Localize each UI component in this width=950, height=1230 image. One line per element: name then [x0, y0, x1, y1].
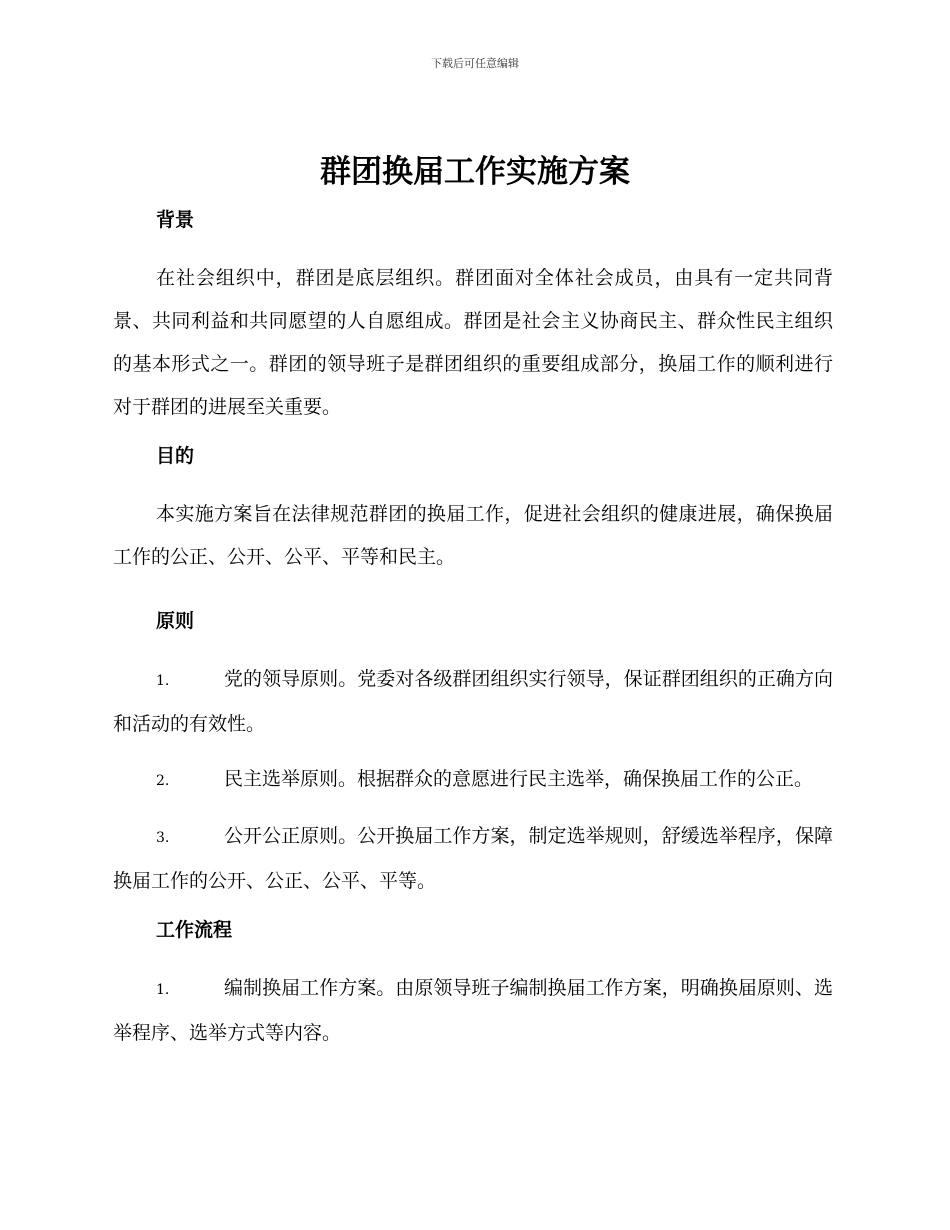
document-title: 群团换届工作实施方案	[320, 154, 630, 190]
list-item-number: 2.	[156, 773, 170, 789]
list-item-number: 1.	[156, 673, 170, 689]
list-item-number: 3.	[156, 830, 170, 846]
purpose-paragraph: 本实施方案旨在法律规范群团的换届工作，促进社会组织的健康进展，确保换届工作的公正、公开、公平、平等和民主。	[113, 503, 833, 568]
list-item-text: 公开公正原则。公开换届工作方案，制定选举规则，舒缓选举程序，保障换届工作的公开、公正、公平、平等。	[113, 825, 833, 892]
list-item-text: 编制换届工作方案。由原领导班子编制换届工作方案，明确换届原则、选举程序、选举方式等内容。	[113, 977, 833, 1044]
section-heading-purpose: 目的	[156, 445, 195, 467]
list-item	[113, 815, 833, 903]
list-item	[113, 658, 833, 746]
document-body	[113, 205, 833, 1055]
section-heading-workflow: 工作流程	[156, 919, 233, 941]
list-item-text: 党的领导原则。党委对各级群团组织实行领导，保证群团组织的正确方向和活动的有效性。	[113, 668, 833, 735]
list-item-text: 民主选举原则。根据群众的意愿进行民主选举，确保换届工作的公正。	[224, 768, 814, 790]
section-heading-principles: 原则	[156, 610, 195, 632]
list-item	[113, 758, 833, 803]
section-heading-background: 背景	[156, 209, 195, 231]
background-paragraph: 在社会组织中，群团是底层组织。群团面对全体社会成员，由具有一定共同背景、共同利益和共同愿望的人自愿组成。群团是社会主义协商民主、群众性民主组织的基本形式之一。群团的领导班子是群团组织的重要组成部分，换届工作的顺利进行对于群团的进展至关重要。	[113, 267, 833, 418]
header-note: 下载后可任意编辑	[431, 57, 519, 70]
list-item-number: 1.	[156, 982, 170, 998]
list-item	[113, 967, 833, 1055]
